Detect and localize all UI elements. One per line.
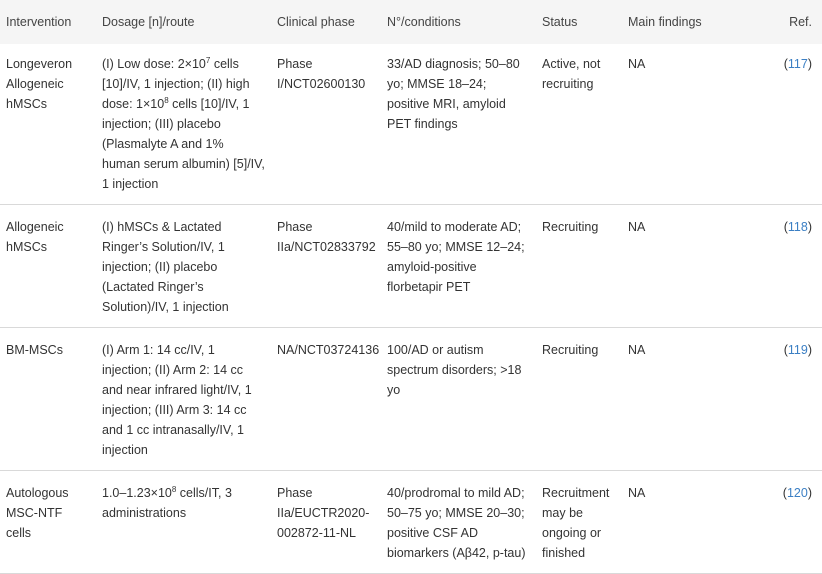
cell-status: Recruiting bbox=[542, 220, 599, 234]
cell-conditions: 40/mild to moderate AD; 55–80 yo; MMSE 12–24; amyloid-positive florbetapir PET bbox=[387, 220, 525, 294]
cell-status: Recruitment may be ongoing or finished bbox=[542, 486, 610, 560]
table-row bbox=[0, 44, 822, 205]
cell-findings: NA bbox=[628, 220, 646, 234]
cell-status: Recruiting bbox=[542, 343, 599, 357]
cell-phase: Phase I/NCT02600130 bbox=[277, 57, 366, 91]
cell-ref: (117) bbox=[783, 57, 812, 71]
cell-intervention: BM-MSCs bbox=[6, 343, 63, 357]
ref-link[interactable]: 117 bbox=[787, 57, 808, 71]
ref-link[interactable]: 120 bbox=[786, 486, 808, 500]
cell-ref: (119) bbox=[783, 343, 812, 357]
cell-phase: Phase IIa/EUCTR2020-002872-11-NL bbox=[277, 486, 370, 540]
header-phase: Clinical phase bbox=[277, 15, 355, 29]
ref-link[interactable]: 118 bbox=[787, 220, 808, 234]
cell-findings: NA bbox=[628, 486, 646, 500]
cell-ref: (118) bbox=[783, 220, 812, 234]
header-findings: Main findings bbox=[628, 15, 702, 29]
header-conditions: N°/conditions bbox=[387, 15, 461, 29]
cell-dosage: (I) Low dose: $2\times 10^7$ cells [10]/IV, 1 injection; (II) high dose: $1\times 10^8$ cells [10]/IV, 1 injection; (III) placebo (Plasmalyte A and 1% human serum albumin) [5]/IV, 1 injection bbox=[102, 55, 265, 191]
cell-intervention: Longeveron Allogeneic hMSCs bbox=[6, 57, 73, 111]
cell-dosage: $1.0-1.23\times 10^8$ cells/IT, 3 administrations bbox=[102, 484, 232, 520]
header-dosage: Dosage [n]/route bbox=[102, 15, 195, 29]
cell-phase: Phase IIa/NCT02833792 bbox=[277, 220, 376, 254]
ref-link[interactable]: 119 bbox=[787, 343, 808, 357]
cell-intervention: Autologous MSC-NTF cells bbox=[6, 486, 69, 540]
header-ref: Ref. bbox=[789, 15, 812, 29]
cell-dosage: (I) hMSCs & Lactated Ringer’s Solution/IV, 1 injection; (II) placebo (Lactated Ringer’s Solution)/IV, 1 injection bbox=[102, 220, 229, 314]
cell-findings: NA bbox=[628, 57, 646, 71]
cell-findings: NA bbox=[628, 343, 646, 357]
table-header-row bbox=[0, 0, 822, 44]
header-status: Status bbox=[542, 15, 578, 29]
cell-dosage: (I) Arm 1: 14 cc/IV, 1 injection; (II) Arm 2: 14 cc and near infrared light/IV, 1 injection; (III) Arm 3: 14 cc and 1 cc intranasally/IV, 1 injection bbox=[102, 343, 252, 457]
table-row bbox=[0, 328, 822, 471]
header-intervention: Intervention bbox=[6, 15, 72, 29]
cell-ref: (120) bbox=[782, 486, 812, 500]
cell-status: Active, not recruiting bbox=[542, 57, 601, 91]
cell-conditions: 100/AD or autism spectrum disorders; >18 yo bbox=[387, 343, 522, 397]
cell-conditions: 33/AD diagnosis; 50–80 yo; MMSE 18–24; positive MRI, amyloid PET findings bbox=[387, 57, 520, 131]
cell-conditions: 40/prodromal to mild AD; 50–75 yo; MMSE 20–30; positive CSF AD biomarkers (Aβ42, p-tau) bbox=[387, 486, 526, 560]
table-row bbox=[0, 205, 822, 328]
cell-phase: NA/NCT03724136 bbox=[277, 343, 380, 357]
cell-intervention: Allogeneic hMSCs bbox=[6, 220, 64, 254]
table-row bbox=[0, 471, 822, 574]
